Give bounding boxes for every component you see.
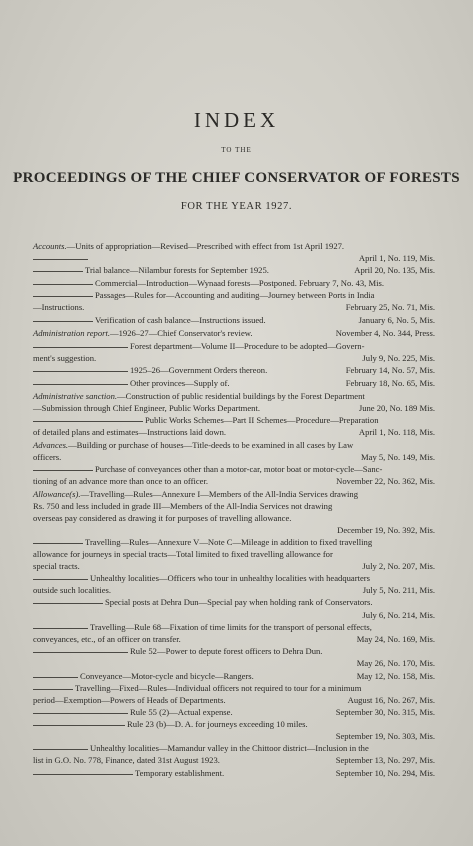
entry-reference: February 14, No. 57, Mis.: [345, 365, 435, 375]
entry-description: overseas pay considered as drawing it for purposes of travelling allowance.: [33, 513, 292, 523]
ditto-dash: [33, 579, 88, 580]
entry-text: [33, 684, 361, 693]
entry-text: [33, 242, 344, 251]
entry-reference: April 20, No. 135, Mis.: [354, 265, 435, 275]
entry-description: Other provinces—Supply of.: [130, 378, 230, 388]
entry-heading: Advances.: [33, 440, 69, 450]
entry-description: outside such localities.: [33, 585, 112, 595]
entry-description: —Construction of public residential buildings by the Forest Department: [117, 391, 365, 401]
entry-description: special tracts.: [33, 561, 80, 571]
entry-text: [33, 342, 364, 351]
ditto-dash: [33, 652, 128, 653]
entry-text: [33, 756, 220, 765]
entry-reference: April 1, No. 118, Mis.: [358, 427, 435, 437]
entry-text: [33, 502, 332, 511]
ditto-dash: [33, 259, 88, 260]
entry-text: [33, 441, 353, 450]
entry-description: Verification of cash balance—Instructions issued.: [95, 315, 266, 325]
entry-description: list in G.O. No. 778, Finance, dated 31st August 1923.: [33, 755, 220, 765]
entry-reference: December 19, No. 392, Mis.: [337, 525, 435, 535]
entry-reference: July 6, No. 214, Mis.: [362, 610, 435, 620]
entry-description: Purchase of conveyances other than a motor-car, motor boat or motor-cycle—Sanc-: [95, 464, 383, 474]
entry-description: —Building or purchase of houses—Title-deeds to be examined in all cases by Law: [68, 440, 354, 450]
ditto-dash: [33, 296, 93, 297]
year-heading: FOR THE YEAR 1927.: [180, 201, 293, 212]
entry-description: ment's suggestion.: [33, 353, 97, 363]
entry-text: [33, 254, 90, 263]
ditto-dash: [33, 677, 78, 678]
entry-text: [33, 316, 266, 325]
entry-text: [33, 538, 372, 547]
ditto-dash: [33, 470, 93, 471]
entry-text: [33, 404, 260, 413]
ditto-dash: [33, 774, 133, 775]
entry-text: [33, 769, 224, 778]
proceedings-heading: PROCEEDINGS OF THE CHIEF CONSERVATOR OF FORESTS: [13, 170, 460, 186]
entry-text: [33, 392, 365, 401]
entry-heading: Administration report.: [33, 328, 111, 338]
entry-description: Special posts at Dehra Dun—Special pay when holding rank of Conservators.: [105, 597, 373, 607]
entry-description: Rule 23 (b)—D. A. for journeys exceeding 10 miles.: [127, 719, 308, 729]
entry-text: [33, 477, 208, 486]
entry-text: [33, 647, 322, 656]
entry-reference: September 30, No. 315, Mis.: [335, 707, 435, 717]
entry-text: [33, 574, 370, 583]
entry-text: [33, 490, 358, 499]
entry-description: Forest department—Volume II—Procedure to be adopted—Govern-: [130, 341, 365, 351]
entry-heading: Administrative sanction.: [33, 391, 118, 401]
entry-text: [33, 453, 61, 462]
entry-description: Travelling—Fixed—Rules—Individual officers not required to tour for a minimum: [75, 683, 362, 693]
entry-text: [33, 672, 254, 681]
ditto-dash: [33, 543, 83, 544]
entry-description: conveyances, etc., of an officer on transfer.: [33, 634, 181, 644]
to-the-line: TO THE: [221, 146, 252, 154]
entry-reference: September 10, No. 294, Mis.: [335, 768, 435, 778]
entry-description: —Submission through Chief Engineer, Public Works Department.: [33, 403, 260, 413]
entry-reference: May 26, No. 170, Mis.: [356, 658, 435, 668]
entry-text: [33, 514, 291, 523]
entry-description: Unhealthy localities—Mamandur valley in the Chittoor district—Inclusion in the: [90, 743, 369, 753]
entry-description: allowance for journeys in special tracts—Total limited to fixed travelling allowance for: [33, 549, 333, 559]
entry-reference: January 6, No. 5, Mis.: [358, 315, 435, 325]
entry-text: [33, 465, 382, 474]
ditto-dash: [33, 421, 143, 422]
entry-text: [33, 379, 230, 388]
ditto-dash: [33, 689, 73, 690]
entry-description: Rs. 750 and less included in grade III—Members of the All-India Services not drawing: [33, 501, 333, 511]
entry-description: —Travelling—Rules—Annexure I—Members of the All-India Services drawing: [80, 489, 358, 499]
entry-reference: May 12, No. 158, Mis.: [356, 671, 435, 681]
entry-text: [33, 366, 267, 375]
entry-description: Passages—Rules for—Accounting and auditing—Journey between Ports in India: [95, 290, 375, 300]
ditto-dash: [33, 713, 128, 714]
entry-text: [33, 354, 96, 363]
entry-reference: February 25, No. 71, Mis.: [345, 302, 435, 312]
entry-description: officers.: [33, 452, 62, 462]
entry-description: Temporary establishment.: [135, 768, 225, 778]
entry-heading: Accounts.: [33, 241, 67, 251]
ditto-dash: [33, 271, 83, 272]
entry-description: of detailed plans and estimates—Instructions laid down.: [33, 427, 227, 437]
entry-text: [33, 279, 384, 288]
entry-reference: September 13, No. 297, Mis.: [335, 755, 435, 765]
entry-description: tioning of an advance more than once to an officer.: [33, 476, 208, 486]
entry-description: —1926–27—Chief Conservator's review.: [110, 328, 253, 338]
entry-reference: July 9, No. 225, Mis.: [362, 353, 435, 363]
entry-reference: May 24, No. 169, Mis.: [356, 634, 435, 644]
entry-text: [33, 428, 226, 437]
entry-description: 1925–26—Government Orders thereon.: [130, 365, 268, 375]
ditto-dash: [33, 384, 128, 385]
ditto-dash: [33, 628, 88, 629]
entry-text: [33, 303, 84, 312]
ditto-dash: [33, 603, 103, 604]
entry-text: [33, 744, 369, 753]
entry-heading: Allowance(s).: [33, 489, 81, 499]
index-title: INDEX: [193, 108, 280, 132]
entry-text: [33, 623, 372, 632]
entry-text: [33, 291, 375, 300]
entry-text: [33, 266, 269, 275]
entry-text: [33, 550, 333, 559]
entry-description: Trial balance—Nilambur forests for September 1925.: [85, 265, 269, 275]
entry-reference: November 4, No. 344, Press.: [335, 328, 435, 338]
entry-text: [33, 562, 80, 571]
entry-description: Public Works Schemes—Part II Schemes—Procedure—Preparation: [145, 415, 379, 425]
entry-text: [33, 416, 379, 425]
ditto-dash: [33, 371, 128, 372]
entry-reference: September 19, No. 303, Mis.: [335, 731, 435, 741]
entry-reference: August 16, No. 267, Mis.: [347, 695, 435, 705]
entry-reference: June 20, No. 189 Mis.: [358, 403, 435, 413]
ditto-dash: [33, 725, 125, 726]
entry-reference: November 22, No. 362, Mis.: [336, 476, 435, 486]
entry-description: Rule 55 (2)—Actual expense.: [130, 707, 233, 717]
entry-reference: May 5, No. 149, Mis.: [360, 452, 435, 462]
entry-description: —Instructions.: [33, 302, 85, 312]
entry-reference: July 5, No. 211, Mis.: [362, 585, 435, 595]
entry-description: Unhealthy localities—Officers who tour in unhealthy localities with headquarters: [90, 573, 371, 583]
ditto-dash: [33, 284, 93, 285]
entry-description: —Units of appropriation—Revised—Prescribed with effect from 1st April 1927.: [66, 241, 345, 251]
entry-text: [33, 598, 373, 607]
entry-description: Commercial—Introduction—Wynaad forests—Postponed. February 7, No. 43, Mis.: [95, 278, 384, 288]
entry-description: Conveyance—Motor-cycle and bicycle—Rangers.: [80, 671, 254, 681]
entry-text: [33, 708, 233, 717]
entry-description: Rule 52—Power to depute forest officers to Dehra Dun.: [130, 646, 323, 656]
entry-reference: April 1, No. 119, Mis.: [358, 253, 435, 263]
entry-text: [33, 635, 181, 644]
ditto-dash: [33, 321, 93, 322]
ditto-dash: [33, 749, 88, 750]
entry-description: Travelling—Rule 68—Fixation of time limits for the transport of personal effects,: [90, 622, 372, 632]
ditto-dash: [33, 347, 128, 348]
entry-text: [33, 329, 253, 338]
entry-reference: February 18, No. 65, Mis.: [345, 378, 435, 388]
entry-description: period—Exemption—Powers of Heads of Departments.: [33, 695, 226, 705]
entry-reference: July 2, No. 207, Mis.: [362, 561, 435, 571]
entry-text: [33, 720, 308, 729]
entry-description: Travelling—Rules—Annexure V—Note C—Mileage in addition to fixed travelling: [85, 537, 373, 547]
entry-text: [33, 586, 111, 595]
entry-text: [33, 696, 226, 705]
